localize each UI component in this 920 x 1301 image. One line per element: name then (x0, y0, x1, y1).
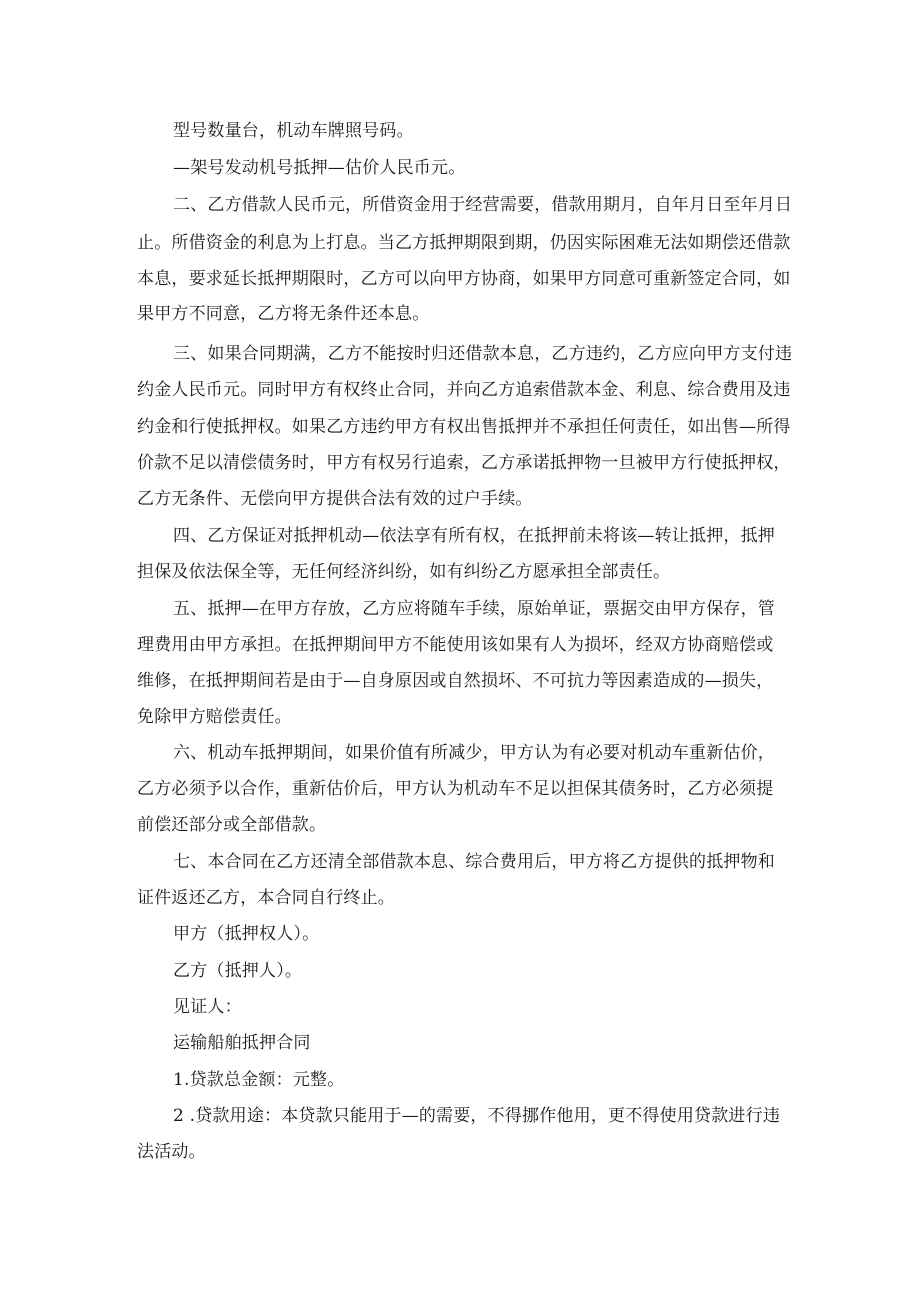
text-line: 甲方（抵押权人）。 (173, 924, 320, 944)
text-line: 免除甲方赔偿责任。 (137, 707, 292, 727)
text-line: 五、抵押—在甲方存放，乙方应将随车手续，原始单证，票据交由甲方保存，管 (173, 599, 775, 619)
text-line: 止。所借资金的利息为上打息。当乙方抵押期限到期，仍因实际困难无法如期偿还借款 (137, 233, 791, 253)
text-line: 前偿还部分或全部借款。 (137, 815, 327, 835)
section-title: 运输船舶抵押合同 (173, 1033, 311, 1053)
text-line: 三、如果合同期满，乙方不能按时归还借款本息，乙方违约，乙方应向甲方支付违 (173, 344, 793, 364)
text-line: 约金和行使抵押权。如果乙方违约甲方有权出售抵押并不承担任何责任，如出售—所得 (137, 417, 791, 437)
text-line: 果甲方不同意，乙方将无条件还本息。 (137, 304, 430, 324)
text-line: 维修，在抵押期间若是由于—自身原因或自然损坏、不可抗力等因素造成的—损失， (137, 671, 774, 691)
text-line: 本息，要求延长抵押期限时，乙方可以向甲方协商，如果甲方同意可重新签定合同，如 (137, 269, 791, 289)
text-line: 约金人民币元。同时甲方有权终止合同，并向乙方追索借款本金、利息、综合费用及违 (137, 380, 791, 400)
text-line: 2 .贷款用途：本贷款只能用于—的需要，不得挪作他用，更不得使用贷款进行违 (173, 1106, 781, 1126)
text-line: 乙方必须予以合作，重新估价后，甲方认为机动车不足以担保其债务时，乙方必须提 (137, 779, 774, 799)
text-line: 理费用由甲方承担。在抵押期间甲方不能使用该如果有人为损坏，经双方协商赔偿或 (137, 635, 774, 655)
text-line: 担保及依法保全等，无任何经济纠纷，如有纠纷乙方愿承担全部责任。 (137, 562, 671, 582)
text-line: 乙方无条件、无偿向甲方提供合法有效的过户手续。 (137, 489, 533, 509)
text-line: 1.贷款总金额：元整。 (173, 1070, 345, 1090)
text-line: 见证人： (173, 997, 242, 1017)
text-line: —架号发动机号抵押—估价人民币元。 (173, 158, 466, 178)
text-line: 六、机动车抵押期间，如果价值有所减少，甲方认为有必要对机动车重新估价， (173, 743, 775, 763)
text-line: 乙方（抵押人）。 (173, 961, 303, 981)
text-line: 法活动。 (137, 1142, 206, 1162)
text-line: 四、乙方保证对抵押机动—依法享有所有权，在抵押前未将该—转让抵押，抵押 (173, 526, 775, 546)
text-line: 七、本合同在乙方还清全部借款本息、综合费用后，甲方将乙方提供的抵押物和 (173, 852, 775, 872)
text-line: 价款不足以清偿债务时，甲方有权另行追索，乙方承诺抵押物一旦被甲方行使抵押权， (137, 453, 791, 473)
text-line: 型号数量台，机动车牌照号码。 (173, 121, 414, 141)
text-line: 证件返还乙方，本合同自行终止。 (137, 888, 395, 908)
text-line: 二、乙方借款人民币元，所借资金用于经营需要，借款用期月，自年月日至年月日 (173, 195, 793, 215)
